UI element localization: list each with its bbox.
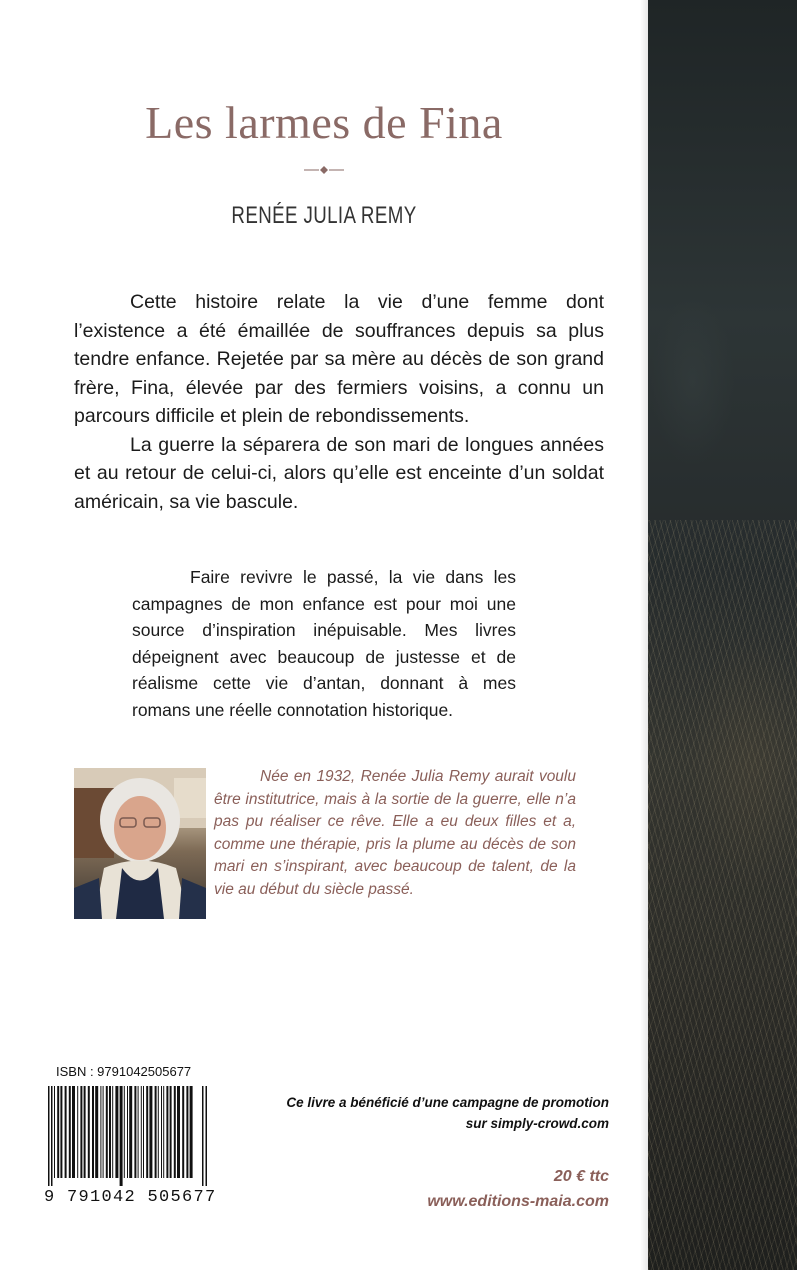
cover-wrap-photo-strip [648,0,797,1270]
barcode-bar [161,1086,162,1178]
author-bio-text: Née en 1932, Renée Julia Remy aurait voulu être institutrice, mais à la sortie de la guerre, elle n’a pas pu réaliser ce rêve. Elle a eu deux filles et a, comme une thérapie, pris la plume au décès de son mari en s’inspirant, avec beaucoup de talent, de la vie au début du siècle passé. [214,768,576,898]
barcode-bar [65,1086,67,1178]
author-quote-text: Faire revivre le passé, la vie dans les campagnes de mon enfance est pour moi une source d’inspiration inépuisable. Mes livres dépeignent avec beaucoup de justesse et de réalisme cette vie d’antan, donnant à mes romans une réelle connotation historique. [132,567,516,720]
barcode-bar [103,1086,104,1178]
barcode-bar [149,1086,152,1178]
publisher-website: www.editions-maia.com [427,1193,609,1210]
barcode [46,1086,210,1186]
author-photo [74,768,206,919]
barcode-bar [109,1086,111,1178]
promotion-line: Ce livre a bénéficié d’une campagne de promotion [286,1095,609,1110]
price-block [427,1164,609,1214]
barcode-bar [190,1086,193,1178]
barcode-bar [48,1086,50,1186]
barcode-bar [60,1086,62,1178]
barcode-bar [95,1086,98,1178]
barcode-bar [127,1086,128,1178]
barcode-bar [57,1086,59,1178]
barcode-bar [138,1086,139,1178]
price: 20 € ttc [553,1168,609,1185]
barcode-bar [155,1086,157,1178]
book-title: Les larmes de Fina [145,97,503,148]
synopsis [74,288,604,516]
barcode-bar [80,1086,82,1178]
promotion-note [286,1092,609,1134]
synopsis-paragraph: Cette histoire relate la vie d’une femme dont l’existence a été émaillée de souffrances depuis sa plus tendre enfance. Rejetée par sa mère au décès de son grand frère, Fina, élevée par des fermiers voisins, a connu un parcours difficile et plein de rebondissements. [74,291,604,427]
book-author: RENÉE JULIA REMY [231,202,417,229]
promotion-site: sur simply-crowd.com [465,1116,609,1131]
barcode-bar [182,1086,184,1178]
cover-edge [640,0,648,1270]
author-bio [214,766,576,901]
barcode-bar [51,1086,53,1186]
barcode-bar [115,1086,118,1178]
barcode-bar [84,1086,86,1178]
barcode-bar [92,1086,94,1178]
barcode-bar [88,1086,90,1178]
isbn-label: ISBN : 9791042505677 [56,1064,192,1079]
barcode-bar [146,1086,148,1178]
author-portrait-image [74,768,206,919]
barcode-bar [143,1086,144,1178]
barcode-bar [124,1086,125,1178]
barcode-bar [120,1086,123,1186]
author-quote [132,564,516,723]
barcode-bar [202,1086,204,1186]
barcode-bar [112,1086,113,1178]
barcode-bar [163,1086,164,1178]
barcode-bar [72,1086,75,1178]
barcode-bar [54,1086,55,1178]
barcode-bar [166,1086,168,1178]
barcode-digits: 9 791042 505677 [44,1188,217,1207]
barcode-bar [129,1086,132,1178]
barcode-bar [141,1086,142,1178]
barcode-bar [158,1086,159,1178]
barcode-bar [177,1086,180,1178]
barcode-bar [206,1086,208,1186]
synopsis-paragraph: La guerre la séparera de son mari de longues années et au retour de celui-ci, alors qu’elle est enceinte d’un soldat américain, sa vie bascule. [74,433,604,513]
barcode-bar [134,1086,136,1178]
barcode-bar [69,1086,71,1178]
barcode-bar [106,1086,108,1178]
barcode-bar [174,1086,176,1178]
ornament-divider-icon [302,162,346,178]
barcode-bar [170,1086,172,1178]
barcode-bar [186,1086,188,1178]
barcode-bar [100,1086,101,1178]
barcode-bar [77,1086,78,1178]
